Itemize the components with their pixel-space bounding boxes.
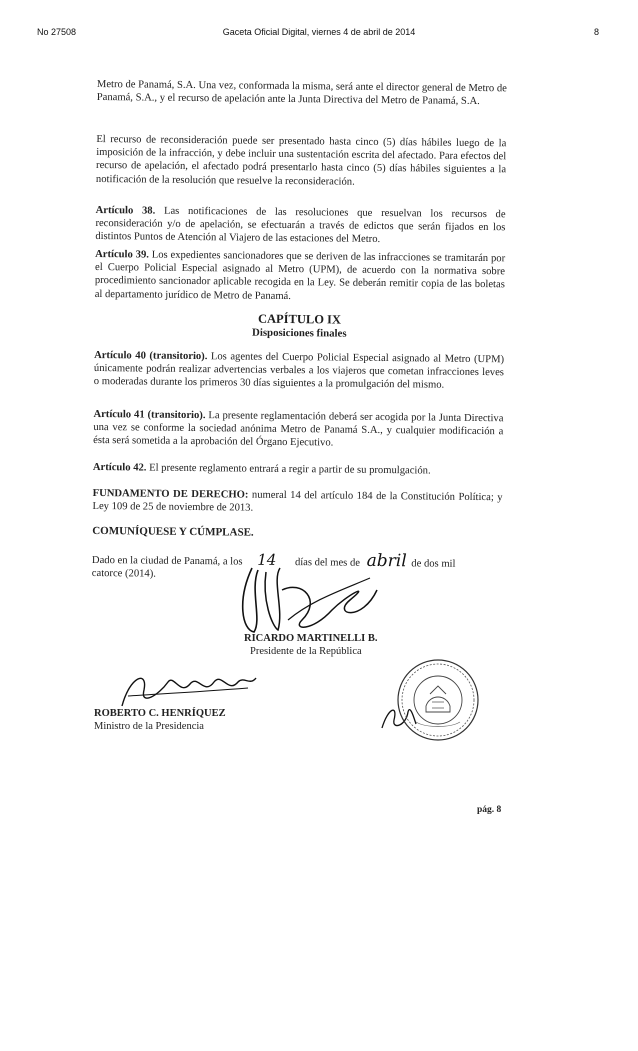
minister-title: Ministro de la Presidencia xyxy=(94,721,204,732)
chapter-subtitle: Disposiciones finales xyxy=(252,326,347,340)
official-seal-icon xyxy=(396,658,480,742)
article-41-label: Artículo 41 (transitorio). xyxy=(93,408,206,422)
date-month-handwritten: abril xyxy=(366,550,407,572)
president-signature xyxy=(232,560,382,640)
footer-page-label: pág. 8 xyxy=(477,805,502,815)
article-39-text: Los expedientes sancionadores que se deriven de las infracciones se tramitarán por el Cuerpo Policial Especial asignado al Metro (UPM), de acuerdo con la normativa sobre procedimiento sancionador aplicable recogida en la Ley. Se deberán remitir copia de las boletas al departamento jurídico de Metro de Panamá. xyxy=(94,249,506,302)
article-38-text: Las notificaciones de las resoluciones que resuelvan los recursos de reconsideración y/o de apelación, se efectuarán a través de edictos que serán fijados en los distintos Puntos de Atención al Viajero de las estaciones del Metro. xyxy=(95,205,506,246)
chapter-title: CAPÍTULO IX xyxy=(257,311,342,327)
minister-name: ROBERTO C. HENRÍQUEZ xyxy=(94,708,226,719)
article-38-label: Artículo 38. xyxy=(95,204,156,217)
gazette-number: No 27508 xyxy=(37,27,77,37)
date-line-2: catorce (2014). xyxy=(91,568,156,580)
president-name: RICARDO MARTINELLI B. xyxy=(244,633,378,644)
legal-basis-label: FUNDAMENTO DE DERECHO: xyxy=(92,487,249,501)
date-day-handwritten: 14 xyxy=(257,550,277,569)
date-text-3: de dos mil xyxy=(411,558,456,570)
document-body xyxy=(91,78,507,580)
closing-formula: COMUNÍQUESE Y CÚMPLASE. xyxy=(92,524,254,539)
article-40-label: Artículo 40 (transitorio). xyxy=(94,349,208,363)
article-41-text: La presente reglamentación deberá ser acogida por la Junta Directiva una vez se conforme la sociedad anónima Metro de Panamá S.A., y cualquier modificación a ésta será sometida a la aprobación del Órgano Ejecutivo. xyxy=(93,410,504,449)
article-42-text: El presente reglamento entrará a regir a partir de su promulgación. xyxy=(149,462,431,477)
date-text-1: Dado en la ciudad de Panamá, a los xyxy=(91,554,243,568)
article-40-text: Los agentes del Cuerpo Policial Especial asignado al Metro (UPM) únicamente podrán realizar advertencias verbales a los viajeros que cometan infracciones leves o moderadas durante los primeros 30 días siguientes a la promulgación del mismo. xyxy=(93,351,505,392)
article-39-label: Artículo 39. xyxy=(95,248,149,261)
article-38 xyxy=(95,204,505,248)
paragraph-intro: Metro de Panamá, S.A. Una vez, conformada la misma, será ante el director general de Metro de Panamá, S.A., y el recurso de apelación ante la Junta Directiva del Metro de Panamá, S.A. xyxy=(96,78,507,108)
paragraph-reconsideration: El recurso de reconsideración puede ser presentado hasta cinco (5) días hábiles luego de la imposición de la infracción, y debe incluir una sustentación escrita del afectado. Para efectos del recurso de apelación, el afectado podrá presentarlo hasta cinco (5) días hábiles siguientes a la notificación de la resolución que resuelve la reconsideración. xyxy=(95,133,507,188)
article-39 xyxy=(95,248,506,305)
article-40 xyxy=(94,349,504,393)
article-42 xyxy=(93,461,503,478)
date-text-2: días del mes de xyxy=(294,557,361,569)
article-42-label: Artículo 42. xyxy=(92,461,147,474)
legal-basis xyxy=(92,487,502,518)
gazette-title: Gaceta Oficial Digital, viernes 4 de abril de 2014 xyxy=(222,27,416,37)
page-number: 8 xyxy=(593,27,599,37)
legal-basis-text: numeral 14 del artículo 184 de la Constitución Política; y Ley 109 de 25 de noviembre de 2013. xyxy=(92,489,503,514)
president-title: Presidente de la República xyxy=(250,646,362,657)
minister-signature xyxy=(118,666,258,712)
article-41 xyxy=(93,408,503,452)
